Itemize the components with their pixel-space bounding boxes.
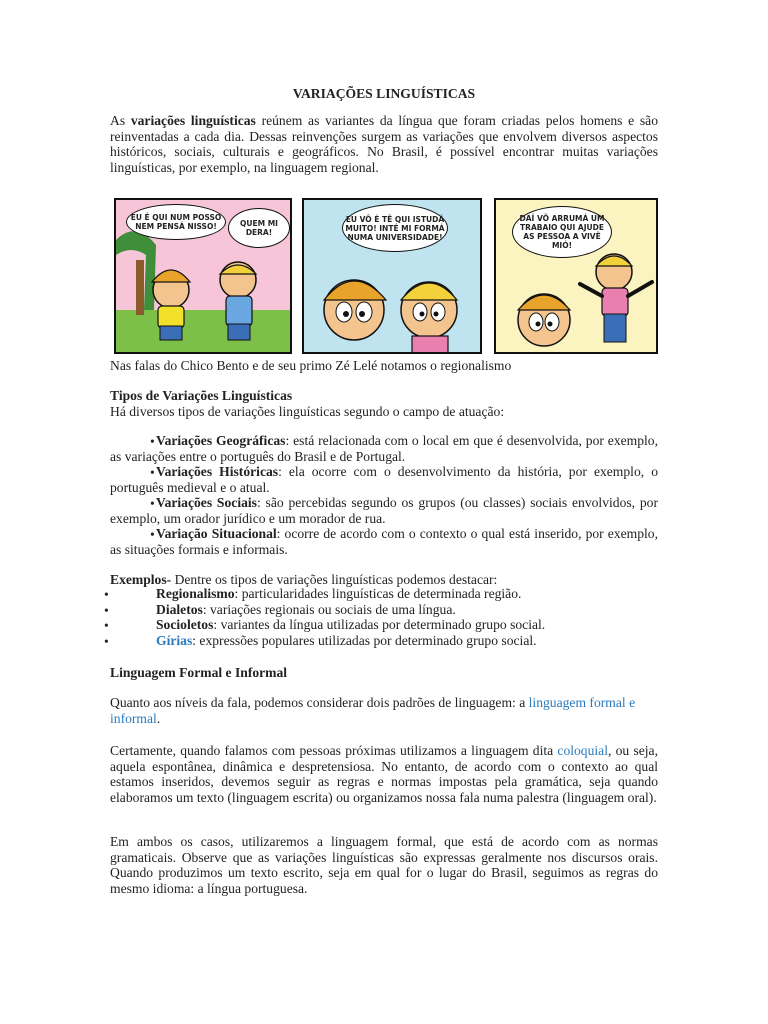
speech-bubble: EU É QUI NUM POSSO NEM PENSÁ NISSO!	[126, 204, 226, 240]
comic-strip	[110, 198, 658, 354]
list-item-term: Variações Geográficas	[156, 433, 286, 448]
list-item-term: Variações Históricas	[156, 464, 279, 479]
formal-paragraph-3: Em ambos os casos, utilizaremos a linguagem formal, que está de acordo com as normas gramaticais. Observe que as variações linguísticas são expressas geralmente nos discursos orais. Quando produzimos um texto escrito, seja em qual for o lugar do Brasil, seguimos as regras do mesmo idioma: a língua portuguesa.	[110, 834, 658, 896]
girias-link[interactable]: Gírias	[156, 632, 193, 648]
list-item	[110, 617, 658, 633]
formal-informal-link[interactable]: linguagem formal e informal	[110, 695, 636, 726]
list-item-term: Socioletos	[156, 617, 214, 632]
speech-bubble: QUEM MI DERA!	[228, 208, 290, 248]
list-item-text: : são percebidas segundo os grupos (ou classes) sociais envolvidos, por exemplo, um orador jurídico e um morador de rua.	[110, 495, 658, 526]
types-intro: Há diversos tipos de variações linguísticas segundo o campo de atuação:	[110, 403, 505, 419]
list-item-term: Variações Sociais	[156, 495, 257, 510]
formal-p1-end: .	[156, 710, 161, 726]
list-item-text: : está relacionada com o local em que é desenvolvida, por exemplo, as variações entre o português do Brasil e de Portugal.	[110, 433, 658, 464]
types-section	[110, 388, 658, 419]
speech-bubble: DAÍ VÔ ARRUMÁ UM TRABAIO QUI AJUDE AS PESSOA A VIVÊ MIÓ!	[512, 206, 612, 258]
list-item	[110, 433, 658, 464]
list-item	[110, 464, 658, 495]
comic-caption: Nas falas do Chico Bento e de seu primo Zé Lelé notamos o regionalismo	[110, 358, 512, 373]
examples-list	[110, 586, 658, 648]
page-title: VARIAÇÕES LINGUÍSTICAS	[292, 86, 476, 101]
comic-panel-3	[494, 198, 658, 354]
examples-label: Exemplos-	[110, 572, 172, 587]
types-list	[110, 433, 658, 557]
list-item-term: Regionalismo	[156, 586, 235, 601]
list-item-text: : particularidades linguísticas de determinada região.	[234, 586, 522, 601]
list-item-text: : ocorre de acordo com o contexto o qual está inserido, por exemplo, as situações formais e informais.	[110, 526, 659, 557]
intro-bold-term: variações linguísticas	[130, 113, 256, 128]
list-item	[110, 633, 658, 649]
speech-bubble: EU VÔ É TÊ QUI ISTUDÁ MUITO! INTÉ MI FORMÁ NUMA UNIVERSIDADE!	[342, 204, 448, 252]
formal-p2-text-b: , ou seja, aquela espontânea, dinâmica e despretensiosa. No entanto, de acordo com o contexto ao qual estamos inseridos, devemos seguir as regras e normas impostas pela gramática, seja quando elaboramos um texto (linguagem escrita) ou organizamos nossa fala numa palestra (linguagem oral).	[110, 743, 658, 805]
intro-text-b: reúnem as variantes da língua que foram criadas pelos homens e são reinventadas a cada dia. Dessas reinvenções surgem as variações que envolvem diversos aspectos históricos, sociais, culturais e geográficos. No Brasil, é possível encontrar muitas variações linguísticas, por exemplo, na linguagem regional.	[110, 113, 659, 175]
coloquial-link[interactable]: coloquial	[557, 743, 608, 758]
comic-panel-1	[114, 198, 292, 354]
types-heading: Tipos de Variações Linguísticas	[110, 388, 293, 403]
list-item	[110, 495, 658, 526]
list-item-term: Variação Situacional	[156, 526, 277, 541]
intro-paragraph	[110, 113, 658, 175]
list-item-text: : variantes da língua utilizadas por determinado grupo social.	[213, 617, 546, 632]
list-item-text: : ela ocorre com o desenvolvimento da história, por exemplo, o português medieval e o atual.	[110, 464, 658, 495]
list-item-text: : variações regionais ou sociais de uma língua.	[202, 601, 456, 617]
formal-heading: Linguagem Formal e Informal	[110, 665, 288, 680]
formal-paragraph-1	[110, 695, 658, 726]
list-item	[110, 586, 658, 602]
list-item	[110, 602, 658, 618]
list-item-term: Dialetos	[156, 601, 203, 617]
formal-paragraph-2	[110, 743, 658, 805]
list-item	[110, 526, 658, 557]
comic-panel-2	[302, 198, 482, 354]
list-item-text: : expressões populares utilizadas por determinado grupo social.	[192, 632, 537, 648]
intro-text-a: As	[110, 113, 131, 128]
formal-p1-text: Quanto aos níveis da fala, podemos considerar dois padrões de linguagem: a	[110, 695, 529, 710]
formal-p2-text-a: Certamente, quando falamos com pessoas próximas utilizamos a linguagem dita	[110, 743, 558, 758]
examples-intro-text: Dentre os tipos de variações linguísticas podemos destacar:	[171, 572, 498, 587]
